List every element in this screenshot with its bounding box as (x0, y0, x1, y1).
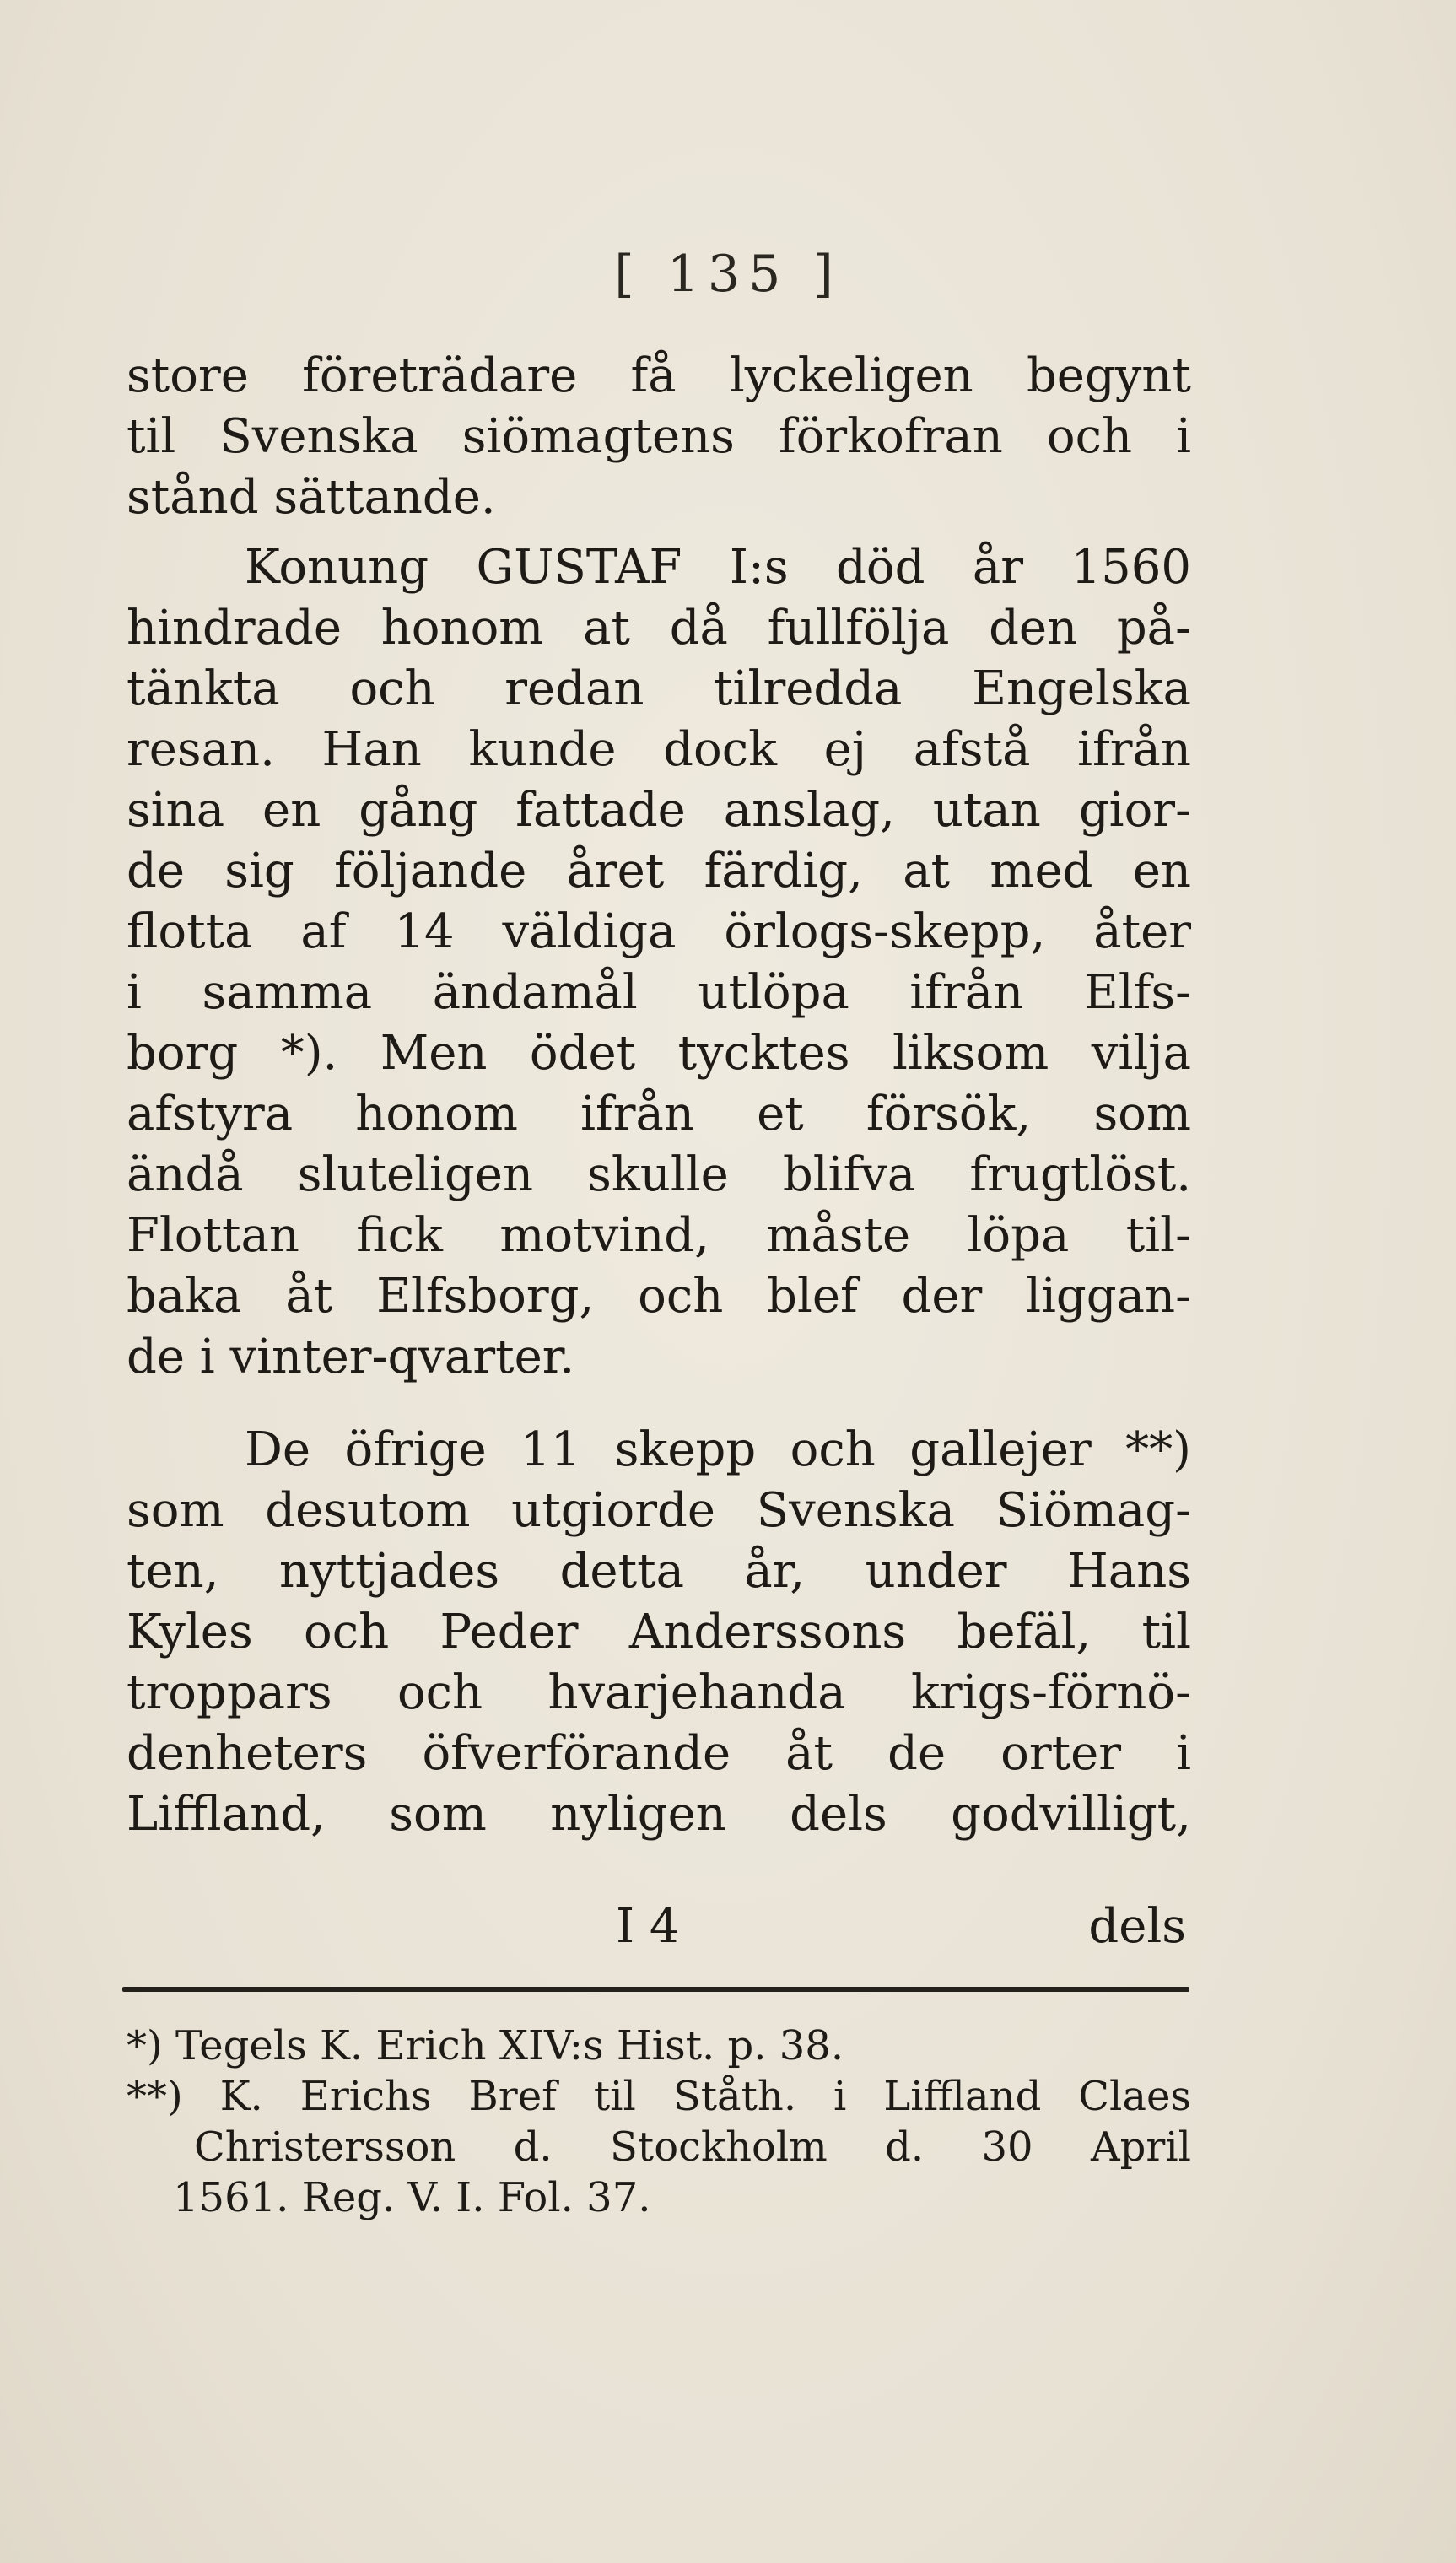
text-line: ändå sluteligen skulle blifva frugtlöst. (127, 1147, 1191, 1202)
footnote: Christersson d. Stockholm d. 30 April (194, 2123, 1191, 2171)
text-line: i samma ändamål utlöpa ifrån Elfs- (127, 965, 1191, 1020)
text-line: flotta af 14 väldiga örlogs-skepp, åter (127, 904, 1191, 959)
text-line: resan. Han kunde dock ej afstå ifrån (127, 722, 1191, 777)
text-line: baka åt Elfsborg, och blef der liggan- (127, 1269, 1191, 1324)
text-line: ten, nyttjades detta år, under Hans (127, 1544, 1191, 1599)
footnote: **) K. Erichs Bref til Ståth. i Liffland Claes (127, 2073, 1191, 2120)
text-line: Kyles och Peder Anderssons befäl, til (127, 1605, 1191, 1659)
text-line: denheters öfverförande åt de orter i (127, 1726, 1191, 1781)
catchword: dels (1088, 1899, 1186, 1954)
text-line: De öfrige 11 skepp och gallejer **) (245, 1422, 1191, 1477)
signature-line (0, 1897, 1456, 1957)
text-line: til Svenska siömagtens förkofran och i (127, 409, 1191, 464)
text-line: stånd sättande. (127, 470, 496, 525)
footnote-rule (122, 1987, 1189, 1992)
text-line: de sig följande året färdig, at med en (127, 844, 1191, 898)
text-line: Konung GUSTAF I:s död år 1560 (245, 540, 1191, 595)
text-line: borg *). Men ödet tycktes liksom vilja (127, 1026, 1191, 1081)
text-line: hindrade honom at då fullfölja den på- (127, 601, 1191, 656)
signature-mark: I 4 (616, 1899, 680, 1954)
text-line: store företrädare få lyckeligen begynt (127, 348, 1191, 403)
text-line: Liffland, som nyligen dels godvilligt, (127, 1787, 1191, 1842)
text-line: sina en gång fattade anslag, utan gior- (127, 783, 1191, 838)
text-line: Flottan fick motvind, måste löpa til- (127, 1208, 1191, 1263)
text-line: troppars och hvarjehanda krigs-förnö- (127, 1665, 1191, 1720)
text-line: tänkta och redan tilredda Engelska (127, 661, 1191, 716)
page-number: [ 135 ] (614, 245, 842, 304)
text-line: de i vinter-qvarter. (127, 1330, 575, 1384)
footnote: *) Tegels K. Erich XIV:s Hist. p. 38. (127, 2022, 844, 2069)
text-line: som desutom utgiorde Svenska Siömag- (127, 1483, 1191, 1538)
footnote: 1561. Reg. V. I. Fol. 37. (173, 2174, 651, 2221)
text-line: afstyra honom ifrån et försök, som (127, 1087, 1191, 1141)
